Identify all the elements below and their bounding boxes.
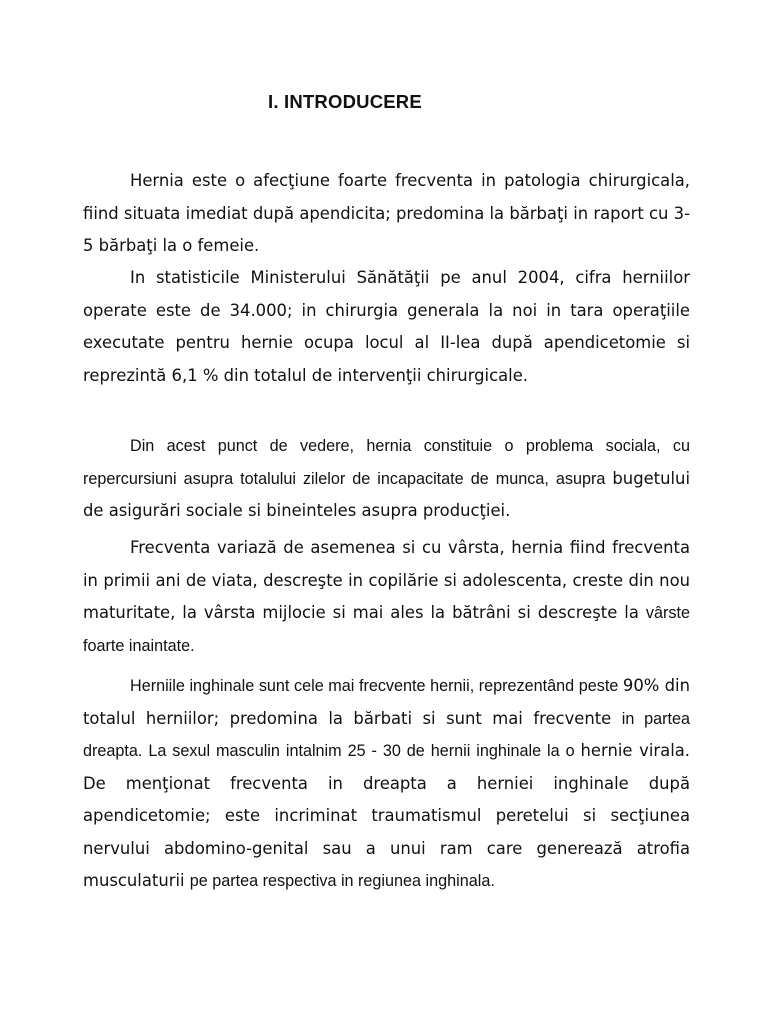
paragraph-text: Frecventa variază de asemenea si cu vârsta, hernia fiind frecventa in primii ani de viata, descreşte in copilărie si adolescenta, creste din nou maturitate, la vârsta mijlocie si mai ales la bătrâni si descreşte la	[83, 538, 690, 622]
paragraph-1	[83, 165, 690, 263]
paragraph-2	[83, 262, 690, 392]
paragraph-text: hernie virala. De menţionat frecventa in dreapta a herniei inghinale după apendicetomie; este incriminat traumatismul peretelui si secţiunea nervului abdomino-genital sau a unui ram care generează atrofia musculaturii	[83, 741, 690, 890]
paragraph-text: 90% din totalul herniilor; predomina la bărbati si sunt mai frecvente	[83, 676, 690, 728]
paragraph-text: Hernia este o afecţiune foarte frecventa in patologia chirurgicala, fiind situata imediat după apendicita; predomina la bărbaţi in raport cu 3-5 bărbaţi la o femeie.	[83, 171, 690, 255]
paragraph-text: bugetului de asigurări sociale si bineinteles asupra producţiei.	[83, 468, 690, 520]
paragraph-text: in partea dreapta. La sexul masculin intalnim 25 - 30 de hernii inghinale la o	[83, 709, 690, 760]
paragraph-text: vârste foarte inaintate.	[83, 604, 690, 655]
section-title: I. INTRODUCERE	[268, 91, 422, 112]
paragraph-5	[83, 670, 690, 898]
paragraph-4	[83, 532, 690, 662]
paragraph-3	[83, 430, 690, 528]
paragraph-text: Din acest punct de vedere, hernia constituie o problema sociala, cu repercursiuni asupra totalului zilelor de incapacitate de munca, asupra	[83, 437, 690, 488]
paragraph-text: Herniile inghinale sunt cele mai frecvente hernii, reprezentând peste	[130, 677, 623, 695]
paragraph-text: pe partea respectiva in regiunea inghinala.	[189, 872, 495, 890]
paragraph-text: In statisticile Ministerului Sănătăţii pe anul 2004, cifra herniilor operate este de 34.000; in chirurgia generala la noi in tara operaţiile executate pentru hernie ocupa locul al II-lea după apendicetomie si reprezintă 6,1 % din totalul de intervenţii chirurgicale.	[83, 268, 690, 385]
